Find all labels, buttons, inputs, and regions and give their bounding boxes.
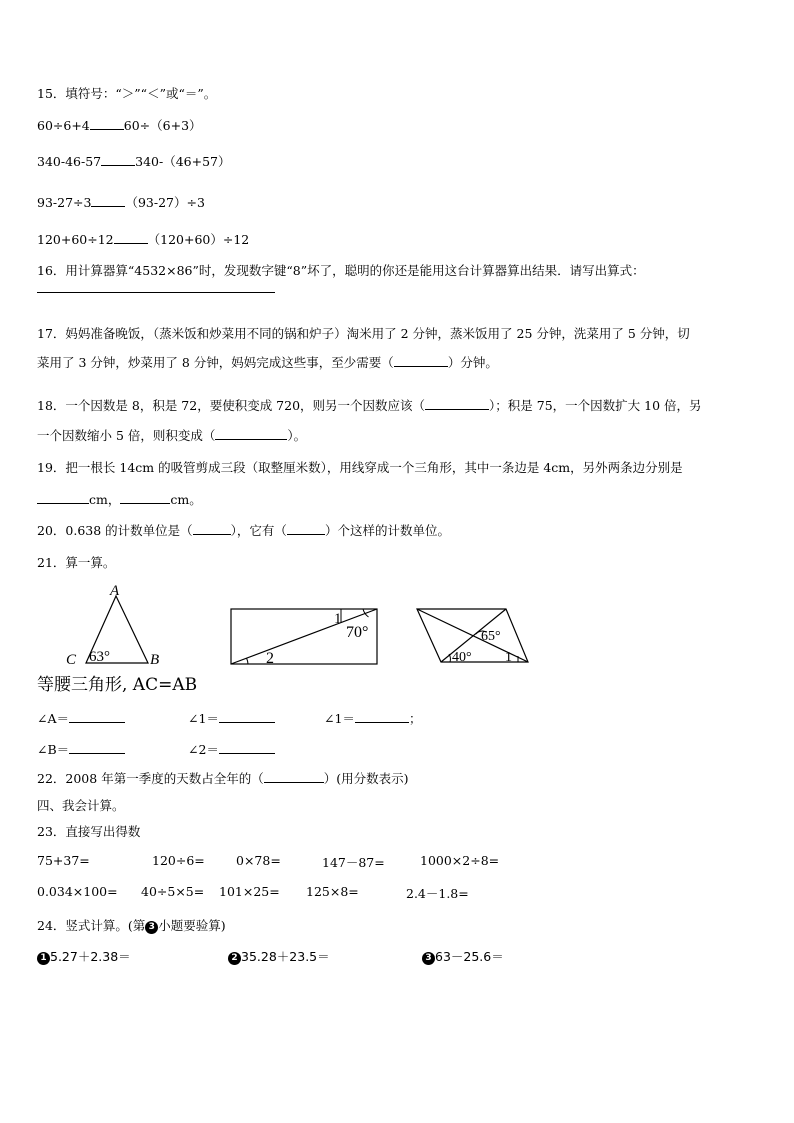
q22-blank[interactable] <box>264 770 324 783</box>
q24-stem <box>37 916 226 934</box>
q18-line-1-end: ）；积是 75，一个因数扩大 10 倍，另 <box>489 398 702 413</box>
q20-blank-1[interactable] <box>193 522 231 535</box>
q15-item-4 <box>37 230 249 248</box>
rect-angle-70: 70° <box>346 624 369 641</box>
q18-line-2-end: ）。 <box>287 428 307 443</box>
triangle-angle-63: 63° <box>89 649 110 665</box>
q17-line-1: 17．妈妈准备晚饭，（蒸米饭和炒菜用不同的锅和炉子）淘米用了 2 分钟，蒸米饭用了 25 分钟，洗菜用了 5 分钟，切 <box>37 326 690 341</box>
q15-stem: 15．填符号：“＞”“＜”或“＝”。 <box>37 86 217 101</box>
q23-r1-c4: 147－87= <box>322 855 385 870</box>
q18-line-1-text: 18．一个因数是 8，积是 72，要使积变成 720，则另一个因数应该（ <box>37 398 426 413</box>
q24-item-1-num: 1 <box>37 952 50 965</box>
rect-angle-2-label: ∠2＝ <box>188 742 219 757</box>
q15-item-2-right: 340-（46+57） <box>135 154 231 169</box>
q21-answer-r1 <box>188 709 275 727</box>
triangle-label-c: C <box>66 652 77 668</box>
q23-stem: 23．直接写出得数 <box>37 824 141 839</box>
q19-blank-2[interactable] <box>120 491 170 504</box>
q18-blank-1[interactable] <box>425 397 489 410</box>
q15-blank-4[interactable] <box>114 231 148 244</box>
para-angle-65: 65° <box>481 629 501 644</box>
q21-answer-b <box>37 740 125 758</box>
q24-stem-text: 24．竖式计算。(第 <box>37 918 146 933</box>
q17-line-2-text: 菜用了 3 分钟，炒菜用了 8 分钟，妈妈完成这些事，至少需要（ <box>37 355 394 370</box>
angle-a-label: ∠A＝ <box>37 711 70 726</box>
q20-text-3: ）个这样的计数单位。 <box>324 523 450 538</box>
q24-item-3 <box>422 947 504 965</box>
q16-stem: 16．用计算器算“4532×86”时，发现数字键“8”坏了，聪明的你还是能用这台计算器算出结果．请写出算式： <box>37 263 645 278</box>
q23-r1-c2: 120÷6= <box>152 853 205 868</box>
q18-line-2-text: 一个因数缩小 5 倍，则积变成（ <box>37 428 216 443</box>
para-angle-1-blank[interactable] <box>355 710 409 723</box>
q23-r2-c3: 101×25= <box>219 884 280 899</box>
q20-text-2: ），它有（ <box>230 523 287 538</box>
q15-item-1 <box>37 116 202 134</box>
q21-answer-a <box>37 709 125 727</box>
section-4-title: 四、我会计算。 <box>37 798 125 813</box>
q24-item-2-expr: 35.28＋23.5＝ <box>241 949 330 964</box>
rect-arc-2 <box>247 658 249 664</box>
q15-blank-3[interactable] <box>91 194 125 207</box>
q20-blank-2[interactable] <box>287 522 325 535</box>
rect-angle-1-blank[interactable] <box>219 710 275 723</box>
para-angle-1-end: ； <box>408 711 422 726</box>
q24-item-3-num: 3 <box>422 952 435 965</box>
q18-line-2 <box>37 426 306 444</box>
q19-unit-1: cm， <box>89 492 121 507</box>
q20-text-1: 20．0.638 的计数单位是（ <box>37 523 193 538</box>
q24-stem-end: 小题要验算) <box>158 918 226 933</box>
q15-item-3 <box>37 193 205 211</box>
q15-item-1-left: 60÷6+4 <box>37 118 90 133</box>
q24-stem-circle-3: 3 <box>145 921 158 934</box>
q15-item-2-left: 340-46-57 <box>37 154 102 169</box>
rect-angle-1-label: ∠1＝ <box>188 711 219 726</box>
q21-answer-r2 <box>188 740 275 758</box>
q23-r1-c3: 0×78= <box>236 853 281 868</box>
para-angle-40: 40° <box>452 650 472 665</box>
q15-blank-1[interactable] <box>90 117 124 130</box>
q19-line-1: 19．把一根长 14cm 的吸管剪成三段（取整厘米数），用线穿成一个三角形，其中一条边是 4cm，另外两条边分别是 <box>37 460 683 475</box>
para-angle-1: 1 <box>505 650 512 665</box>
q19-blank-1[interactable] <box>37 491 89 504</box>
q24-item-1 <box>37 947 131 965</box>
q21-answer-p1 <box>324 709 421 727</box>
q19-line-2 <box>37 490 202 508</box>
q17-line-2 <box>37 353 498 371</box>
rectangle-figure <box>228 604 382 668</box>
q22-line <box>37 769 408 787</box>
q23-r2-c2: 40÷5×5= <box>141 884 205 899</box>
q24-item-1-expr: 5.27＋2.38＝ <box>50 949 131 964</box>
q19-unit-2: cm。 <box>170 492 202 507</box>
q16-answer-line[interactable] <box>37 292 275 293</box>
q17-line-2-end: ）分钟。 <box>447 355 498 370</box>
q18-line-1 <box>37 396 702 414</box>
q24-item-2 <box>228 947 330 965</box>
q21-caption: 等腰三角形, AC=AB <box>37 675 198 695</box>
q24-item-3-expr: 63－25.6＝ <box>435 949 504 964</box>
q15-item-2 <box>37 152 231 170</box>
q20-line <box>37 521 450 539</box>
q15-item-3-right: （93-27）÷3 <box>125 195 205 210</box>
q24-item-2-num: 2 <box>228 952 241 965</box>
q23-r2-c1: 0.034×100= <box>37 884 118 899</box>
parallelogram-figure <box>414 604 532 666</box>
rect-angle-2: 2 <box>266 650 274 667</box>
q21-stem: 21．算一算。 <box>37 555 116 570</box>
q22-text-1: 22．2008 年第一季度的天数占全年的（ <box>37 771 264 786</box>
rect-angle-2-blank[interactable] <box>219 741 275 754</box>
angle-b-blank[interactable] <box>69 741 125 754</box>
para-angle-1-label: ∠1＝ <box>324 711 355 726</box>
q23-r1-c1: 75+37= <box>37 853 90 868</box>
q22-text-2: ）(用分数表示) <box>323 771 409 786</box>
triangle-label-a: A <box>110 583 120 599</box>
rect-angle-1: 1 <box>334 611 342 627</box>
angle-a-blank[interactable] <box>69 710 125 723</box>
q23-r1-c5: 1000×2÷8= <box>420 853 500 868</box>
q15-item-3-left: 93-27÷3 <box>37 195 92 210</box>
q15-item-1-right: 60÷（6+3） <box>123 118 202 133</box>
angle-b-label: ∠B＝ <box>37 742 70 757</box>
triangle-label-b: B <box>150 652 160 668</box>
q18-blank-2[interactable] <box>215 427 287 440</box>
q15-blank-2[interactable] <box>101 153 135 166</box>
q23-r2-c4: 125×8= <box>306 884 359 899</box>
q23-r2-c5: 2.4－1.8= <box>406 886 469 901</box>
triangle-figure <box>60 580 170 670</box>
q17-blank[interactable] <box>394 354 448 367</box>
q15-item-4-right: （120+60）÷12 <box>147 232 250 247</box>
q15-item-4-left: 120+60÷12 <box>37 232 114 247</box>
